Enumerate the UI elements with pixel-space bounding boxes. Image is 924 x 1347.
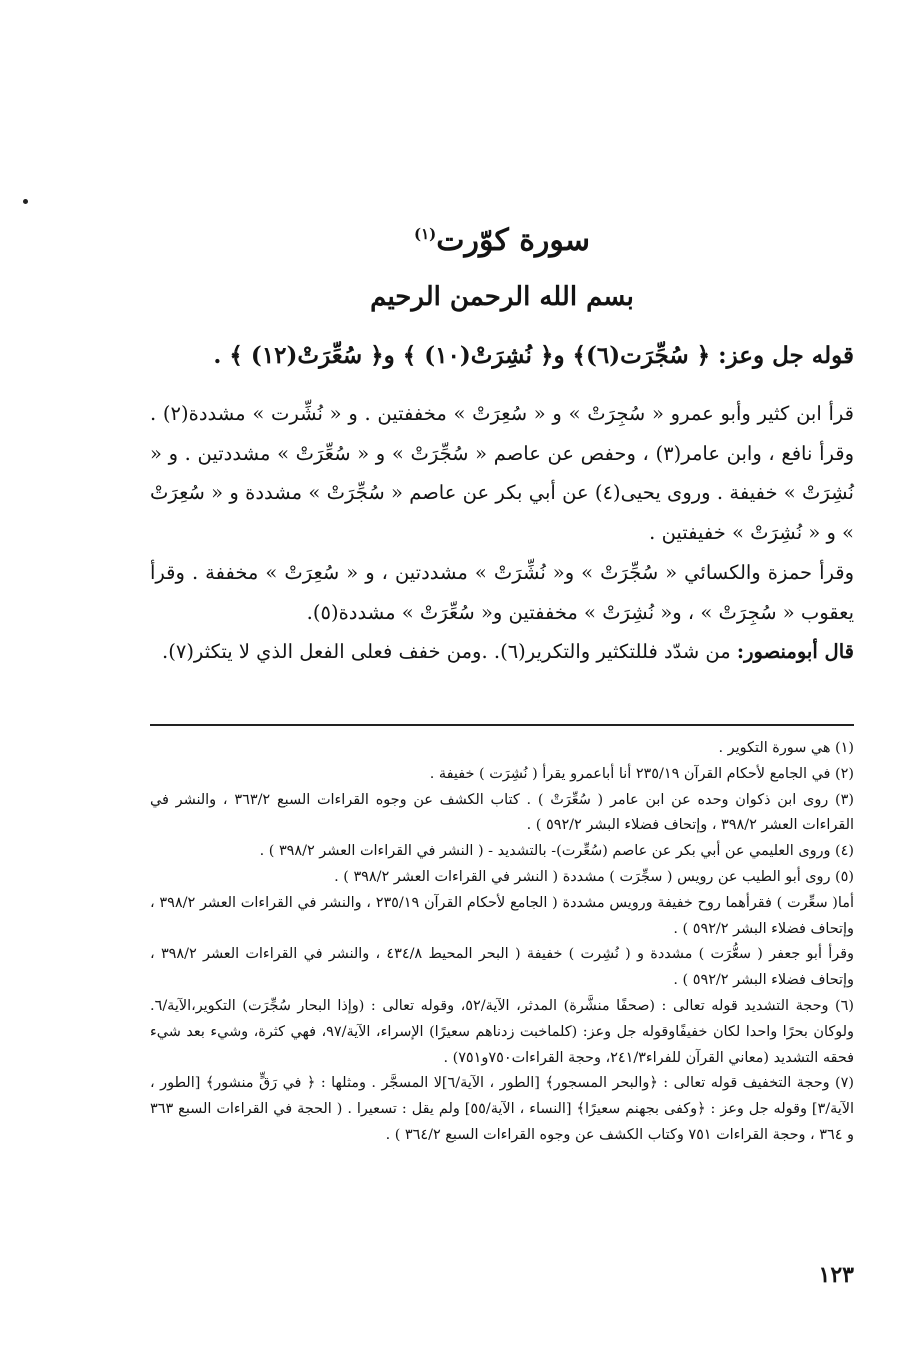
footnote-5-continued-b: وقرأ أبو جعفر ( سعُّرَت ) مشددة و ( نُشِرت ) خفيفة ( البحر المحيط ٤٣٤/٨ ، والنشر في القراءات العشر ٣٩٨/٢ ، وإتحاف فضلاء البشر ٥٩٢/٢ ) . [150, 946, 854, 989]
surah-title-text: سورة كوّرت [436, 223, 591, 258]
commentary-author-label: قال أبومنصور: [736, 640, 854, 663]
surah-title [150, 212, 854, 263]
footnotes [150, 736, 854, 1149]
footnote-5: (٥) روى أبو الطيب عن رويس ( سجِّرَت ) مشددة ( النشر في القراءات العشر ٣٩٨/٢ ) . [334, 868, 854, 885]
page-number: ١٢٣ [818, 1262, 854, 1288]
paragraph-commentary [150, 632, 854, 672]
paragraph-readings-2: وقرأ حمزة والكسائي « سُجِّرَتْ » و« نُشِّرَتْ » مشددتين ، و « سُعِرَتْ » مخففة . وقرأ يعقوب « سُجِرَتْ » ، و« نُشِرَتْ » مخففتين و« سُعِّرَتْ » مشددة(٥). [150, 561, 854, 624]
scan-speck [23, 199, 28, 204]
footnote-2: (٢) في الجامع لأحكام القرآن ٢٣٥/١٩ أنا أباعمرو يقرأ ( نُشِرَت ) خفيفة . [429, 765, 854, 782]
footnote-5-continued-a: أما( سعِّرت ) فقرأهما روح خفيفة ورويس مشددة ( الجامع لأحكام القرآن ٢٣٥/١٩ ، والنشر في القراءات العشر ٣٩٨/٢ ، وإتحاف فضلاء البشر ٥٩٢/٢ ) . [150, 894, 854, 937]
footnote-7: (٧) وحجة التخفيف قوله تعالى : ﴿والبحر المسجور﴾ [الطور ، الآية/٦]لا المسجَّر . ومثلها : ﴿ في رَقٍّ منشور﴾ [الطور ، الآية/٣] وقوله جل وعز : ﴿وكفى بجهنم سعيرًا﴾ [النساء ، الآية/٥٥] ولم يقل : تسعيرا . ( الحجة في القراءات السبع ٣٦٣ و ٣٦٤ ، وحجة القراءات ٧٥١ وكتاب الكشف عن وجوه القراءات السبع ٣٦٤/٢ ) . [150, 1075, 854, 1143]
surah-title-footnote-ref: (١) [413, 225, 437, 243]
basmala: بسم الله الرحمن الرحيم [370, 282, 634, 312]
footnote-6: (٦) وحجة التشديد قوله تعالى : (صحفًا منشَّرة) المدثر، الآية/٥٢، وقوله تعالى : (وإذا البحار سُجِّرَت) التكوير،الآية/٦. ولوكان بحرًا واحدا لكان خفيفًاوقوله جل وعز: (كلماخبت زدناهم سعيرًا) الإسراء، الآية/٩٧، فهي كثرة، وشيء بعد شيء فحقه التشديد (معاني القرآن للفراء٢٤١/٣، وحجة القراءات٧٥٠و٧٥١) . [150, 997, 855, 1066]
footnote-divider [150, 724, 854, 726]
commentary-text: من شدّد فللتكثير والتكرير(٦). .ومن خفف فعلى الفعل الذي لا يتكثر(٧). [162, 640, 731, 663]
footnote-3: (٣) روى ابن ذكوان وحده عن ابن عامر ( سُعِّرَتْ ) . كتاب الكشف عن وجوه القراءات السبع ٣٦٣/٢ ، والنشر في القراءات العشر ٣٩٨/٢ ، وإتحاف فضلاء البشر ٥٩٢/٢ ) . [150, 791, 854, 834]
verse-citation: قوله جل وعز: ﴿ سُجِّرَت(٦)﴾ و﴿ نُشِرَتْ(١٠) ﴾ و﴿ سُعِّرَتْ(١٢) ﴾ . [213, 342, 854, 369]
book-page [150, 0, 854, 1347]
footnote-4: (٤) وروى العليمي عن أبي بكر عن عاصم (سُعِّرت)- بالتشديد - ( النشر في القراءات العشر ٣٩٨/٢ ) . [259, 843, 854, 860]
footnote-1: (١) هي سورة التكوير . [718, 740, 854, 756]
paragraph-readings-1: قرأ ابن كثير وأبو عمرو « سُجِرَتْ » و « سُعِرَتْ » مخففتين . و « نُشِّرت » مشددة(٢) . وقرأ نافع ، وابن عامر(٣) ، وحفص عن عاصم « سُجِّرَتْ » و « سُعِّرَتْ » مشددتين . و « نُشِرَتْ » خفيفة . وروى يحيى(٤) عن أبي بكر عن عاصم « سُجِّرَتْ » مشددة و « سُعِرَتْ » و « نُشِرَتْ » خفيفتين . [150, 402, 854, 544]
